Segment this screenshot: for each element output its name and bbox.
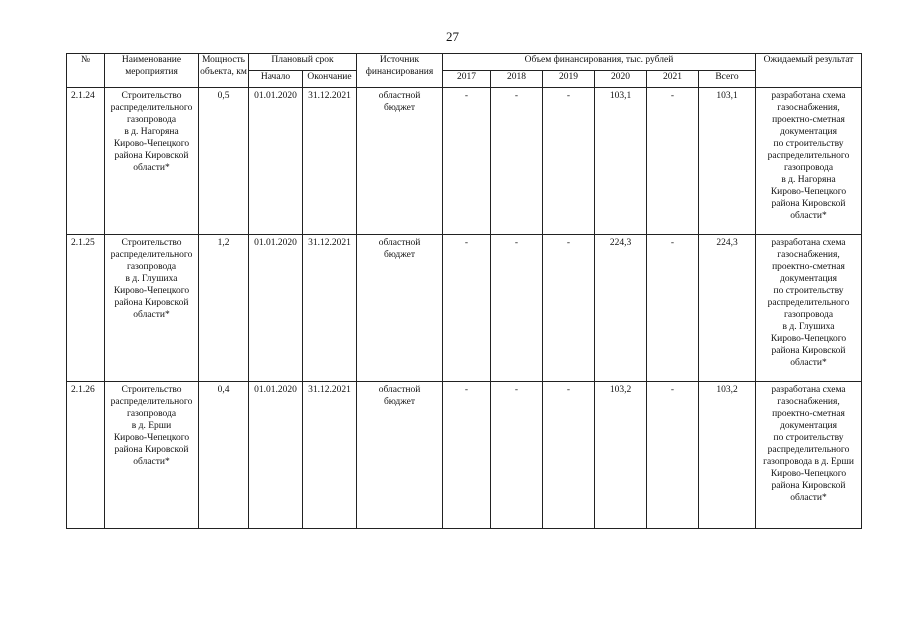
- row-2019: -: [543, 382, 595, 529]
- row-name: Строительство распределительного газопровода в д. Нагоряна Кирово-Чепецкого района Кировской области*: [105, 88, 199, 235]
- row-2021: -: [647, 382, 699, 529]
- row-result: разработана схема газоснабжения, проектно-сметная документация по строительству распределительного газопровода в д. Ерши Кирово-Чепецкого района Кировской области*: [756, 382, 862, 529]
- row-2017: -: [443, 382, 491, 529]
- header-year-2017: 2017: [443, 71, 491, 88]
- header-num: №: [67, 54, 105, 88]
- row-start: 01.01.2020: [249, 235, 303, 382]
- table-row: [67, 235, 862, 382]
- row-start: 01.01.2020: [249, 382, 303, 529]
- row-total: 224,3: [699, 235, 756, 382]
- header-total: Всего: [699, 71, 756, 88]
- row-2018: -: [491, 382, 543, 529]
- row-2021: -: [647, 88, 699, 235]
- header-end: Окончание: [303, 71, 357, 88]
- header-year-2019: 2019: [543, 71, 595, 88]
- table-row: [67, 382, 862, 529]
- row-name: Строительство распределительного газопровода в д. Глушиха Кирово-Чепецкого района Кировской области*: [105, 235, 199, 382]
- row-2017: -: [443, 88, 491, 235]
- row-2020: 103,1: [595, 88, 647, 235]
- row-2019: -: [543, 88, 595, 235]
- header-year-2018: 2018: [491, 71, 543, 88]
- table-header-row: [67, 54, 862, 71]
- row-2020: 224,3: [595, 235, 647, 382]
- row-end: 31.12.2021: [303, 382, 357, 529]
- row-2021: -: [647, 235, 699, 382]
- row-source: областной бюджет: [357, 88, 443, 235]
- row-end: 31.12.2021: [303, 88, 357, 235]
- row-source: областной бюджет: [357, 382, 443, 529]
- row-2018: -: [491, 235, 543, 382]
- row-2018: -: [491, 88, 543, 235]
- row-start: 01.01.2020: [249, 88, 303, 235]
- row-name: Строительство распределительного газопровода в д. Ерши Кирово-Чепецкого района Кировской области*: [105, 382, 199, 529]
- header-name: Наименование мероприятия: [105, 54, 199, 88]
- header-start: Начало: [249, 71, 303, 88]
- row-capacity: 0,5: [199, 88, 249, 235]
- row-2020: 103,2: [595, 382, 647, 529]
- header-year-2020: 2020: [595, 71, 647, 88]
- row-result: разработана схема газоснабжения, проектно-сметная документация по строительству распределительного газопровода в д. Нагоряна Кирово-Чепецкого района Кировской области*: [756, 88, 862, 235]
- table-row: [67, 88, 862, 235]
- header-term: Плановый срок: [249, 54, 357, 71]
- row-result: разработана схема газоснабжения, проектно-сметная документация по строительству распределительного газопровода в д. Глушиха Кирово-Чепецкого района Кировской области*: [756, 235, 862, 382]
- header-source: Источник финансирования: [357, 54, 443, 88]
- row-2019: -: [543, 235, 595, 382]
- row-capacity: 0,4: [199, 382, 249, 529]
- row-total: 103,2: [699, 382, 756, 529]
- row-num: 2.1.26: [67, 382, 105, 529]
- header-result: Ожидаемый результат: [756, 54, 862, 88]
- funding-plan-table: [66, 53, 862, 529]
- row-source: областной бюджет: [357, 235, 443, 382]
- header-capacity: Мощность объекта, км: [199, 54, 249, 88]
- header-funding: Объем финансирования, тыс. рублей: [443, 54, 756, 71]
- page-number: 27: [446, 29, 459, 44]
- header-year-2021: 2021: [647, 71, 699, 88]
- row-total: 103,1: [699, 88, 756, 235]
- row-num: 2.1.24: [67, 88, 105, 235]
- row-end: 31.12.2021: [303, 235, 357, 382]
- row-2017: -: [443, 235, 491, 382]
- row-num: 2.1.25: [67, 235, 105, 382]
- row-capacity: 1,2: [199, 235, 249, 382]
